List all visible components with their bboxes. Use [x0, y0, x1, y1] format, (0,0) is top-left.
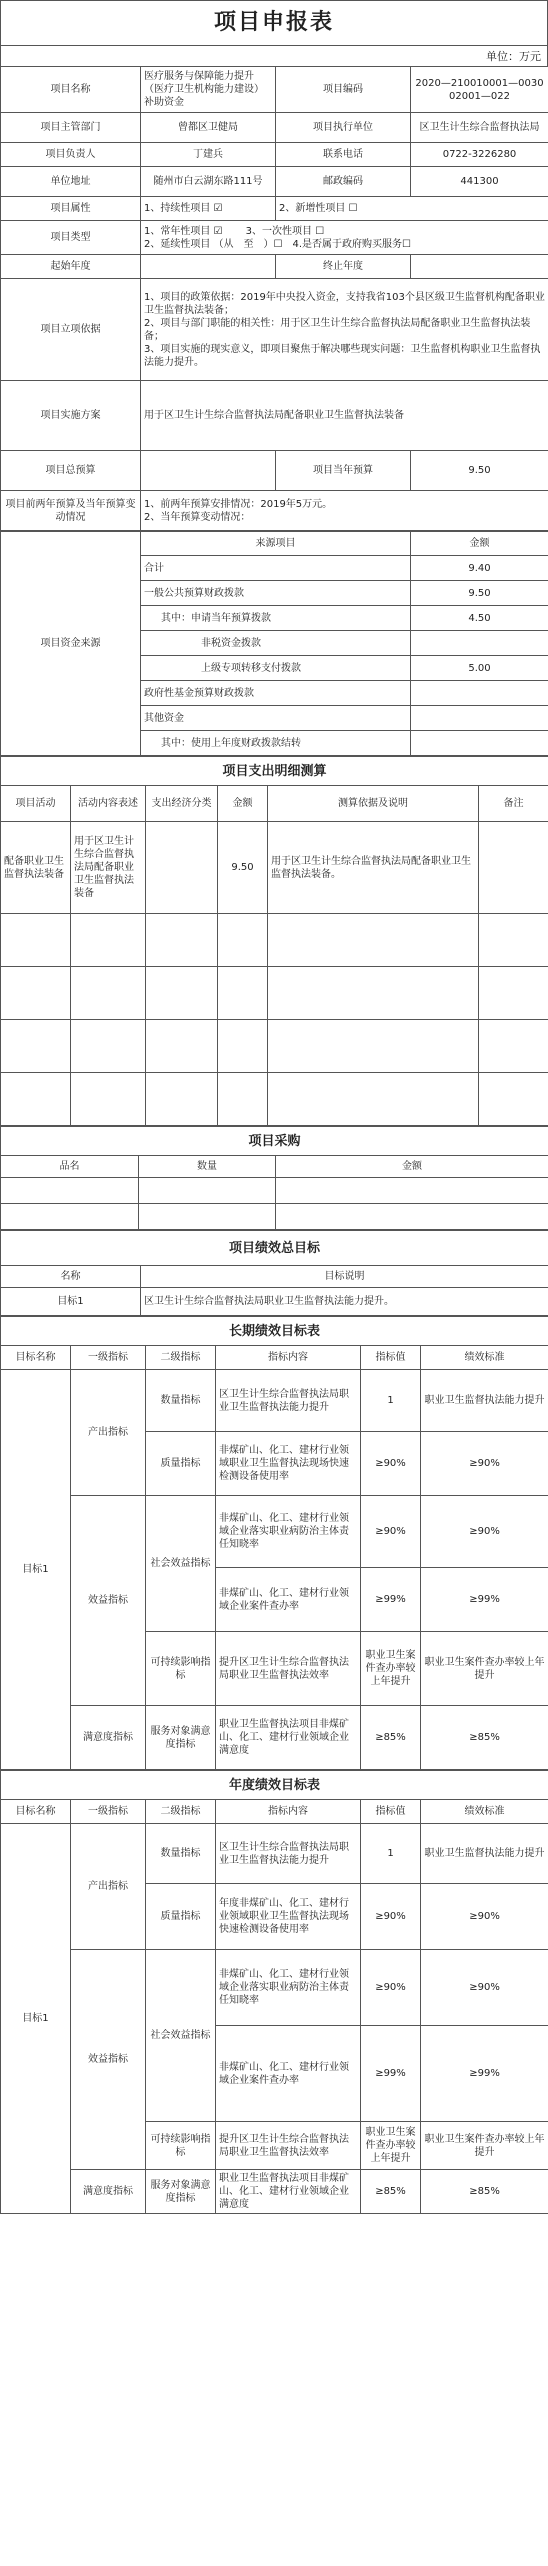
- purchase-section-title: 项目采购: [1, 1127, 548, 1156]
- annual-std: 职业卫生监督执法能力提升: [421, 1824, 548, 1884]
- longterm-header: 指标内容: [216, 1346, 361, 1370]
- expense-empty-row: [1, 1020, 548, 1073]
- funding-header-source: 来源项目: [141, 532, 411, 556]
- leader-value: 丁建兵: [141, 143, 276, 167]
- basic-info-table: [0, 66, 548, 531]
- longterm-header: 一级指标: [71, 1346, 146, 1370]
- expense-table: [0, 756, 548, 1126]
- expense-header: 金额: [218, 786, 268, 822]
- longterm-l2: 可持续影响指标: [146, 1632, 216, 1706]
- funding-row-amount: 9.40: [411, 556, 548, 581]
- purchase-empty-row: [1, 1178, 548, 1204]
- longterm-value: 职业卫生案件查办率较上年提升: [361, 1632, 421, 1706]
- annual-header: 目标名称: [1, 1800, 71, 1824]
- expense-header: 项目活动: [1, 786, 71, 822]
- form-title: 项目申报表: [0, 0, 548, 45]
- funding-row-name: 其他资金: [141, 706, 411, 731]
- purchase-header: 品名: [1, 1156, 139, 1178]
- zip-value: 441300: [411, 167, 548, 197]
- funding-row-amount: 5.00: [411, 656, 548, 681]
- expense-section-title: 项目支出明细测算: [1, 757, 548, 786]
- funding-row-amount: [411, 681, 548, 706]
- annual-value: ≥85%: [361, 2170, 421, 2214]
- annual-header: 一级指标: [71, 1800, 146, 1824]
- longterm-content: 职业卫生监督执法项目非煤矿山、化工、建材行业领域企业满意度: [216, 1706, 361, 1770]
- funding-row-name: 上级专项转移支付拨款: [141, 656, 411, 681]
- expense-content: 用于区卫生计生综合监督执法局配备职业卫生监督执法装备: [71, 822, 146, 914]
- funding-table: [0, 531, 548, 756]
- annual-value: ≥99%: [361, 2026, 421, 2122]
- exec-unit-value: 区卫生计生综合监督执法局: [411, 113, 548, 143]
- goal-section-title: 项目绩效总目标: [1, 1231, 548, 1266]
- longterm-l1-satisfy: 满意度指标: [71, 1706, 146, 1770]
- project-name-label: 项目名称: [1, 67, 141, 113]
- annual-l2: 服务对象满意度指标: [146, 2170, 216, 2214]
- annual-header: 指标值: [361, 1800, 421, 1824]
- expense-empty-row: [1, 967, 548, 1020]
- annual-std: 职业卫生案件查办率较上年提升: [421, 2122, 548, 2170]
- funding-row-amount: [411, 731, 548, 756]
- total-budget-value: [141, 451, 276, 491]
- type-label: 项目类型: [1, 221, 141, 255]
- expense-category: [146, 822, 218, 914]
- longterm-content: 非煤矿山、化工、建材行业领域企业案件查办率: [216, 1568, 361, 1632]
- longterm-content: 非煤矿山、化工、建材行业领域职业卫生监督执法现场快速检测设备使用率: [216, 1432, 361, 1496]
- longterm-l2: 数量指标: [146, 1370, 216, 1432]
- phone-value: 0722-3226280: [411, 143, 548, 167]
- longterm-std: 职业卫生监督执法能力提升: [421, 1370, 548, 1432]
- attribute-option-2[interactable]: 2、新增性项目 ☐: [276, 197, 548, 221]
- annual-value: 职业卫生案件查办率较上年提升: [361, 2122, 421, 2170]
- annual-content: 非煤矿山、化工、建材行业领域企业落实职业病防治主体责任知晓率: [216, 1950, 361, 2026]
- annual-l1-satisfy: 满意度指标: [71, 2170, 146, 2214]
- end-year-value: [411, 255, 548, 279]
- annual-content: 年度非煤矿山、化工、建材行业领域职业卫生监督执法现场快速检测设备使用率: [216, 1884, 361, 1950]
- annual-l2: 数量指标: [146, 1824, 216, 1884]
- project-code-label: 项目编码: [276, 67, 411, 113]
- end-year-label: 终止年度: [276, 255, 411, 279]
- annual-content: 提升区卫生计生综合监督执法局职业卫生监督执法效率: [216, 2122, 361, 2170]
- leader-label: 项目负责人: [1, 143, 141, 167]
- attribute-label: 项目属性: [1, 197, 141, 221]
- expense-header: 备注: [479, 786, 548, 822]
- longterm-std: ≥85%: [421, 1706, 548, 1770]
- annual-header: 指标内容: [216, 1800, 361, 1824]
- longterm-header: 二级指标: [146, 1346, 216, 1370]
- expense-header: 测算依据及说明: [268, 786, 479, 822]
- longterm-goal-name: 目标1: [1, 1370, 71, 1770]
- annual-header: 二级指标: [146, 1800, 216, 1824]
- longterm-header: 目标名称: [1, 1346, 71, 1370]
- purchase-header: 金额: [276, 1156, 548, 1178]
- dept-label: 项目主管部门: [1, 113, 141, 143]
- annual-std: ≥90%: [421, 1884, 548, 1950]
- type-options[interactable]: [141, 221, 548, 255]
- goal-table: [0, 1230, 548, 1316]
- annual-l2: 质量指标: [146, 1884, 216, 1950]
- zip-label: 邮政编码: [276, 167, 411, 197]
- basis-value: 1、项目的政策依据：2019年中央投入资金，支持我省103个县区级卫生监督机构配备职业卫生监督执法装备； 2、项目与部门职能的相关性：用于区卫生计生综合监督执法局配备职业卫生监督执法装备； 3、项目实施的现实意义，即项目聚焦于解决哪些现实问题：卫生监督机构职业卫生监督执法能力提升。: [141, 279, 548, 381]
- annual-value: ≥90%: [361, 1884, 421, 1950]
- expense-header: 活动内容表述: [71, 786, 146, 822]
- goal-name: 目标1: [1, 1288, 141, 1316]
- annual-l2: 可持续影响指标: [146, 2122, 216, 2170]
- expense-header: 支出经济分类: [146, 786, 218, 822]
- longterm-value: ≥85%: [361, 1706, 421, 1770]
- goal-header-name: 名称: [1, 1266, 141, 1288]
- annual-content: 职业卫生监督执法项目非煤矿山、化工、建材行业领域企业满意度: [216, 2170, 361, 2214]
- longterm-value: ≥90%: [361, 1432, 421, 1496]
- longterm-header: 指标值: [361, 1346, 421, 1370]
- expense-basis: 用于区卫生计生综合监督执法局配备职业卫生监督执法装备。: [268, 822, 479, 914]
- longterm-value: ≥99%: [361, 1568, 421, 1632]
- total-budget-label: 项目总预算: [1, 451, 141, 491]
- purchase-empty-row: [1, 1204, 548, 1230]
- basis-label: 项目立项依据: [1, 279, 141, 381]
- funding-row-amount: [411, 631, 548, 656]
- current-budget-value: 9.50: [411, 451, 548, 491]
- longterm-l1-output: 产出指标: [71, 1370, 146, 1496]
- annual-l2: 社会效益指标: [146, 1950, 216, 2122]
- project-name-value: 医疗服务与保障能力提升（医疗卫生机构能力建设）补助资金: [141, 67, 276, 113]
- annual-content: 区卫生计生综合监督执法局职业卫生监督执法能力提升: [216, 1824, 361, 1884]
- annual-std: ≥99%: [421, 2026, 548, 2122]
- longterm-std: ≥90%: [421, 1432, 548, 1496]
- unit-label: 单位：万元: [0, 45, 548, 66]
- longterm-std: ≥90%: [421, 1496, 548, 1568]
- annual-goal-table: [0, 1770, 548, 2214]
- annual-std: ≥90%: [421, 1950, 548, 2026]
- funding-label: 项目资金来源: [1, 532, 141, 756]
- start-year-label: 起始年度: [1, 255, 141, 279]
- budget-change-value: [141, 491, 548, 531]
- type-options-line-2: 2、延续性项目 （从 至 ）☐ 4.是否属于政府购买服务☐: [144, 238, 412, 250]
- longterm-value: ≥90%: [361, 1496, 421, 1568]
- expense-activity: 配备职业卫生监督执法装备: [1, 822, 71, 914]
- phone-label: 联系电话: [276, 143, 411, 167]
- funding-row-name: 非税资金拨款: [141, 631, 411, 656]
- expense-empty-row: [1, 1073, 548, 1126]
- annual-goal-name: 目标1: [1, 1824, 71, 2214]
- funding-row-name: 其中：申请当年预算拨款: [141, 606, 411, 631]
- goal-header-desc: 目标说明: [141, 1266, 548, 1288]
- funding-row-name: 其中：使用上年度财政拨款结转: [141, 731, 411, 756]
- current-budget-label: 项目当年预算: [276, 451, 411, 491]
- address-value: 随州市白云湖东路111号: [141, 167, 276, 197]
- expense-empty-row: [1, 914, 548, 967]
- goal-desc: 区卫生计生综合监督执法局职业卫生监督执法能力提升。: [141, 1288, 548, 1316]
- annual-l1-effect: 效益指标: [71, 1950, 146, 2170]
- funding-row-amount: [411, 706, 548, 731]
- address-label: 单位地址: [1, 167, 141, 197]
- longterm-l2: 服务对象满意度指标: [146, 1706, 216, 1770]
- plan-value: 用于区卫生计生综合监督执法局配备职业卫生监督执法装备: [141, 381, 548, 451]
- budget-change-line-1: 1、前两年预算安排情况：2019年5万元。: [144, 498, 333, 510]
- funding-row-name: 一般公共预算财政拨款: [141, 581, 411, 606]
- funding-row-amount: 4.50: [411, 606, 548, 631]
- annual-content: 非煤矿山、化工、建材行业领域企业案件查办率: [216, 2026, 361, 2122]
- plan-label: 项目实施方案: [1, 381, 141, 451]
- attribute-option-1[interactable]: 1、持续性项目 ☑: [141, 197, 276, 221]
- annual-value: 1: [361, 1824, 421, 1884]
- funding-row-name: 政府性基金预算财政拨款: [141, 681, 411, 706]
- project-code-value: 2020—210010001—003002001—022: [411, 67, 548, 113]
- annual-header: 绩效标准: [421, 1800, 548, 1824]
- budget-change-line-2: 2、当年预算变动情况：: [144, 511, 251, 523]
- funding-header-amount: 金额: [411, 532, 548, 556]
- purchase-header: 数量: [139, 1156, 276, 1178]
- longterm-std: 职业卫生案件查办率较上年提升: [421, 1632, 548, 1706]
- funding-row-name: 合计: [141, 556, 411, 581]
- purchase-table: [0, 1126, 548, 1230]
- type-options-line-1: 1、常年性项目 ☑ 3、一次性项目 ☐: [144, 225, 325, 237]
- longterm-header: 绩效标准: [421, 1346, 548, 1370]
- annual-section-title: 年度绩效目标表: [1, 1771, 548, 1800]
- exec-unit-label: 项目执行单位: [276, 113, 411, 143]
- annual-value: ≥90%: [361, 1950, 421, 2026]
- expense-note: [479, 822, 548, 914]
- longterm-goal-table: [0, 1316, 548, 1770]
- longterm-std: ≥99%: [421, 1568, 548, 1632]
- longterm-l1-effect: 效益指标: [71, 1496, 146, 1706]
- longterm-content: 区卫生计生综合监督执法局职业卫生监督执法能力提升: [216, 1370, 361, 1432]
- start-year-value: [141, 255, 276, 279]
- annual-std: ≥85%: [421, 2170, 548, 2214]
- funding-row-amount: 9.50: [411, 581, 548, 606]
- longterm-content: 非煤矿山、化工、建材行业领域企业落实职业病防治主体责任知晓率: [216, 1496, 361, 1568]
- expense-amount: 9.50: [218, 822, 268, 914]
- longterm-content: 提升区卫生计生综合监督执法局职业卫生监督执法效率: [216, 1632, 361, 1706]
- longterm-value: 1: [361, 1370, 421, 1432]
- budget-change-label: 项目前两年预算及当年预算变动情况: [1, 491, 141, 531]
- longterm-l2: 社会效益指标: [146, 1496, 216, 1632]
- longterm-l2: 质量指标: [146, 1432, 216, 1496]
- dept-value: 曾都区卫健局: [141, 113, 276, 143]
- longterm-section-title: 长期绩效目标表: [1, 1317, 548, 1346]
- annual-l1-output: 产出指标: [71, 1824, 146, 1950]
